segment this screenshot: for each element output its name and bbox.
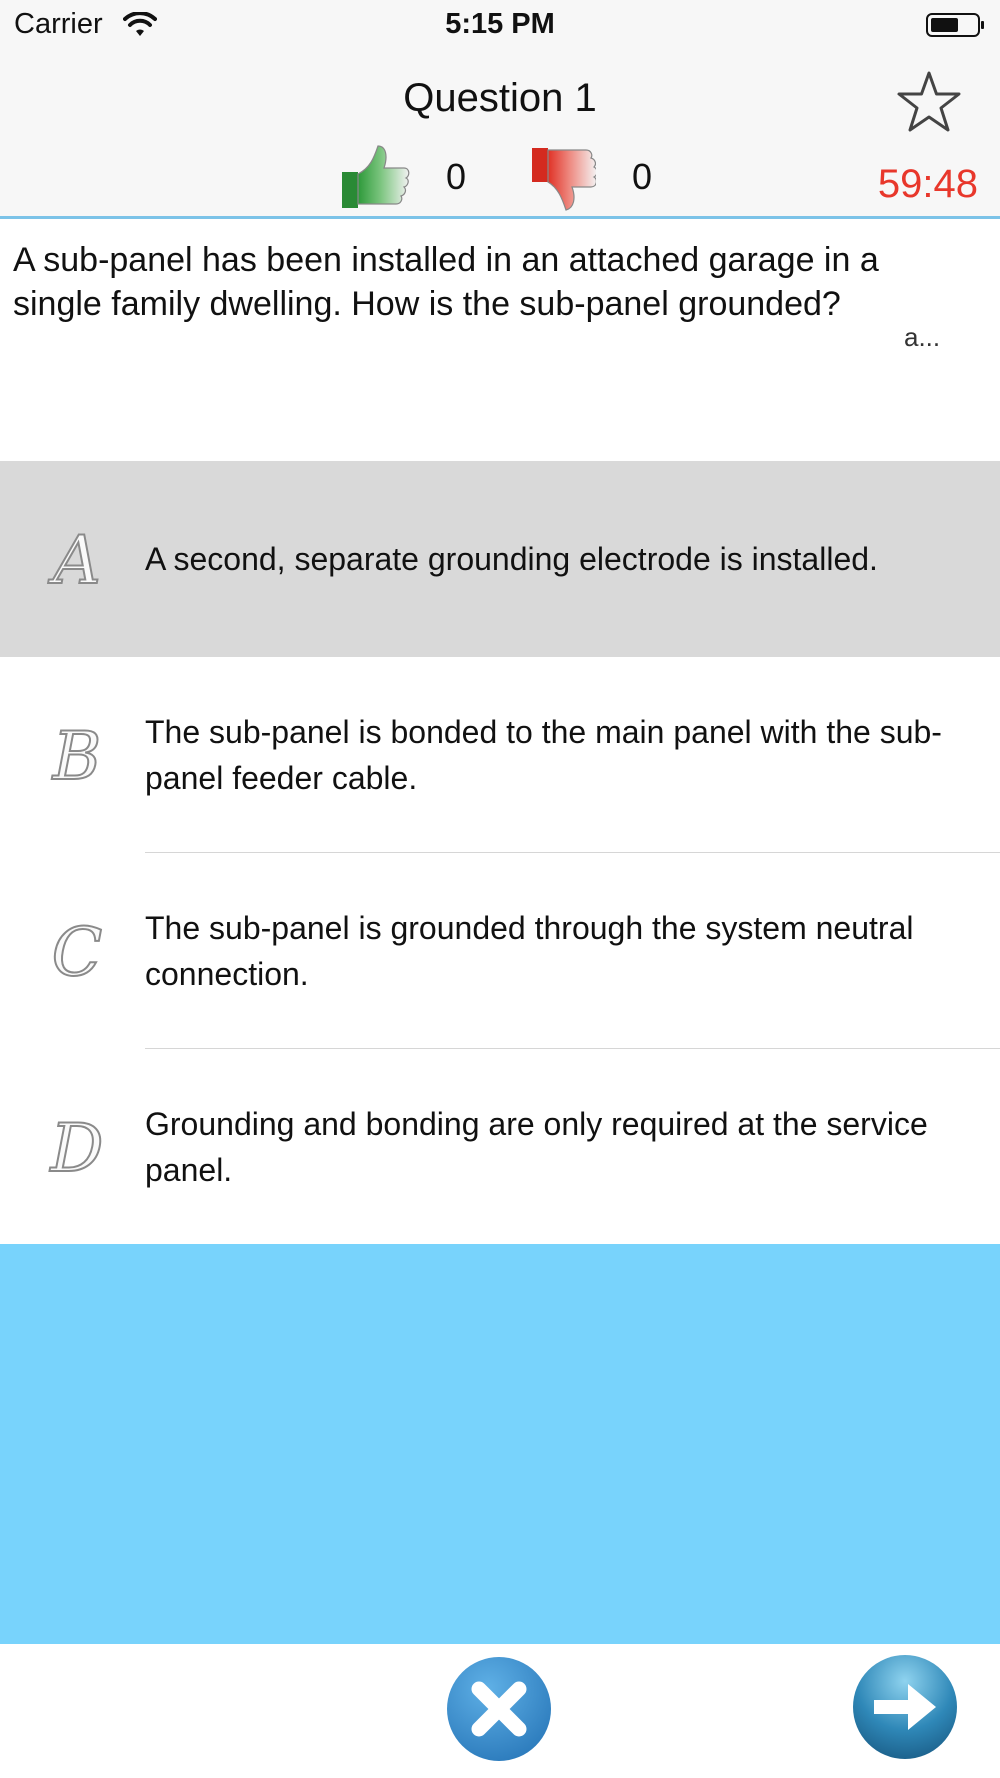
correct-count: 0 (446, 156, 467, 197)
answer-text: The sub-panel is grounded through the system neutral connection. (145, 910, 914, 992)
answer-option-c[interactable] (0, 853, 1000, 1049)
answer-option-a[interactable] (0, 461, 1000, 657)
wrong-count: 0 (632, 156, 653, 197)
carrier-label: Carrier (14, 8, 103, 40)
more-indicator[interactable]: a... (904, 322, 941, 352)
svg-text:A: A (53, 525, 101, 595)
letter-a-icon (44, 525, 110, 595)
answer-option-d[interactable] (0, 1049, 1000, 1245)
svg-text:D: D (50, 1113, 104, 1183)
letter-b-icon (44, 721, 110, 791)
answer-text: A second, separate grounding electrode is installed. (145, 541, 878, 577)
svg-text:B: B (52, 721, 102, 791)
star-icon[interactable] (896, 70, 962, 134)
question-text: A sub-panel has been installed in an attached garage in a single family dwelling. How is the sub-panel grounded? (13, 241, 879, 323)
battery-icon (926, 12, 986, 38)
close-button[interactable] (446, 1656, 552, 1762)
countdown-timer: 59:48 (877, 162, 978, 206)
answer-option-b[interactable] (0, 657, 1000, 853)
page-title: Question 1 (403, 76, 597, 120)
next-button[interactable] (852, 1654, 958, 1760)
explanation-area (0, 1244, 1000, 1644)
answer-text: The sub-panel is bonded to the main panel with the sub-panel feeder cable. (145, 714, 942, 796)
question-header (0, 52, 1000, 219)
status-time: 5:15 PM (445, 8, 555, 40)
svg-text:C: C (51, 917, 103, 987)
thumbs-up-icon (340, 144, 410, 210)
thumbs-down-icon (530, 146, 596, 212)
status-bar (0, 0, 1000, 52)
answer-text: Grounding and bonding are only required at the service panel. (145, 1106, 928, 1188)
letter-c-icon (44, 917, 110, 987)
letter-d-icon (44, 1113, 110, 1183)
